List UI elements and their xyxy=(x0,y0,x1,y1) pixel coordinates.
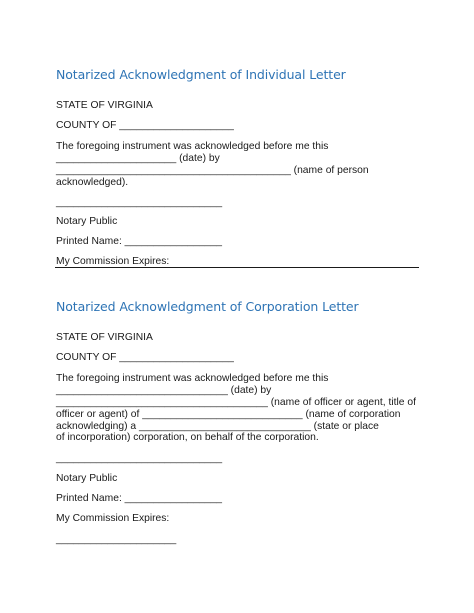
county-line: COUNTY OF ____________________ xyxy=(56,120,234,131)
county-line: COUNTY OF ____________________ xyxy=(56,352,234,363)
signature-line: _____________________________ xyxy=(56,453,223,464)
commission-expires-label: My Commission Expires: xyxy=(56,256,170,267)
divider-rule xyxy=(55,267,419,268)
body-line: of incorporation) corporation, on behalf of the corporation. xyxy=(56,432,319,443)
state-line: STATE OF VIRGINIA xyxy=(56,332,153,343)
notary-public-label: Notary Public xyxy=(56,473,118,484)
notary-public-label: Notary Public xyxy=(56,216,118,227)
signature-line: _____________________________ xyxy=(56,197,223,208)
printed-name-line: Printed Name: _________________ xyxy=(56,236,223,247)
body-line: _____________________ (date) by xyxy=(56,153,220,164)
section-heading-individual: Notarized Acknowledgment of Individual Letter xyxy=(56,67,346,82)
body-line: ______________________________ (date) by xyxy=(56,385,272,396)
commission-expires-label: My Commission Expires: xyxy=(56,513,170,524)
section-heading-corporation: Notarized Acknowledgment of Corporation Letter xyxy=(56,299,359,314)
body-line: The foregoing instrument was acknowledged before me this xyxy=(56,373,329,384)
body-line: _____________________________________ (name of officer or agent, title of xyxy=(56,397,416,408)
body-line: acknowledged). xyxy=(56,177,129,188)
signature-line: _____________________ xyxy=(56,534,177,545)
state-line: STATE OF VIRGINIA xyxy=(56,100,153,111)
body-line: The foregoing instrument was acknowledged before me this xyxy=(56,141,329,152)
body-line: officer or agent) of ____________________________ (name of corporation xyxy=(56,409,401,420)
body-line: _________________________________________ (name of person xyxy=(56,165,369,176)
body-line: acknowledging) a ______________________________ (state or place xyxy=(56,421,379,432)
printed-name-line: Printed Name: _________________ xyxy=(56,493,223,504)
